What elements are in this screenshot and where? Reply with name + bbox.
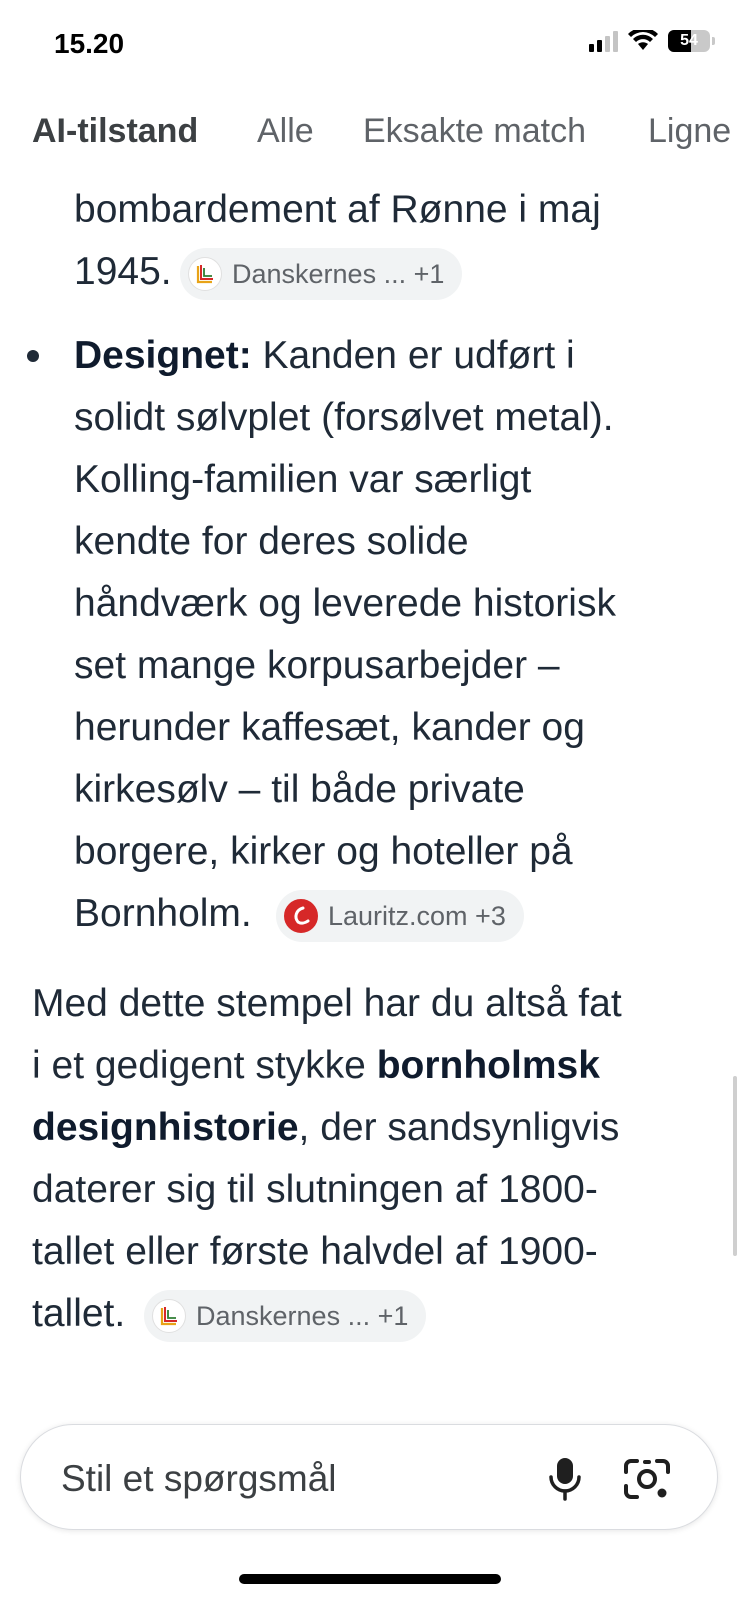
bullet-line: kirkesølv – til både private — [74, 768, 525, 811]
source-chip-lauritz[interactable] — [276, 890, 524, 942]
ask-question-input[interactable] — [59, 1451, 503, 1507]
voice-search-button[interactable] — [538, 1451, 592, 1505]
summary-line: tallet eller første halvdel af 1900- — [32, 1230, 598, 1273]
bullet-line: solidt sølvplet (forsølvet metal). — [74, 396, 614, 439]
bullet-point — [27, 350, 39, 362]
bullet-first-line — [74, 332, 575, 380]
bullet-text: Kanden er udført i — [251, 334, 575, 377]
source-chip-danskernes[interactable] — [144, 1290, 426, 1342]
book-logo-icon — [152, 1299, 186, 1333]
cellular-signal-icon — [589, 30, 618, 52]
wifi-icon — [628, 30, 658, 52]
summary-line: tallet. — [32, 1292, 126, 1335]
google-lens-icon — [619, 1451, 675, 1507]
bullet-line: Kolling-familien var særligt — [74, 458, 532, 501]
content-fade — [0, 1372, 739, 1412]
google-lens-button[interactable] — [619, 1451, 675, 1507]
tab-all[interactable]: Alle — [257, 112, 314, 150]
search-mode-tabs — [0, 104, 739, 164]
battery-level: 54 — [680, 32, 698, 49]
mic-icon — [538, 1451, 592, 1505]
answer-text-line: bombardement af Rønne i maj — [74, 188, 601, 231]
status-time: 15.20 — [54, 28, 125, 59]
summary-bold: bornholmsk — [376, 1044, 600, 1087]
bullet-line: Bornholm. — [74, 892, 252, 935]
summary-bold: designhistorie — [32, 1106, 299, 1149]
answer-text-line: 1945. — [74, 250, 172, 293]
bullet-line: herunder kaffesæt, kander og — [74, 706, 585, 749]
summary-line: Med dette stempel har du altså fat — [32, 982, 622, 1025]
summary-line: i et gedigent stykke bornholmsk — [32, 1044, 600, 1087]
status-bar — [0, 0, 739, 92]
source-chip-danskernes[interactable] — [180, 248, 462, 300]
bullet-line: borgere, kirker og hoteller på — [74, 830, 573, 873]
source-chip-label: Danskernes ... +1 — [196, 1300, 409, 1331]
bullet-line: kendte for deres solide — [74, 520, 469, 563]
summary-line: designhistorie, der sandsynligvis — [32, 1106, 620, 1149]
bullet-line: håndværk og leverede historisk — [74, 582, 616, 625]
summary-line: daterer sig til slutningen af 1800- — [32, 1168, 598, 1211]
battery-icon — [668, 30, 710, 52]
tab-exact-match[interactable]: Eksakte match — [363, 112, 586, 150]
bullet-term: Designet: — [74, 334, 252, 377]
lauritz-logo-icon — [284, 899, 318, 933]
bullet-line: set mange korpusarbejder – — [74, 644, 560, 687]
home-indicator[interactable] — [239, 1574, 501, 1584]
book-logo-icon — [188, 257, 222, 291]
tab-similar[interactable]: Ligne — [648, 112, 732, 150]
tab-ai-mode[interactable]: AI-tilstand — [32, 112, 199, 150]
source-chip-label: Danskernes ... +1 — [232, 258, 445, 289]
scrollbar[interactable] — [733, 1076, 737, 1256]
ask-question-box[interactable] — [20, 1424, 718, 1530]
source-chip-label: Lauritz.com +3 — [328, 900, 506, 931]
ai-answer — [0, 178, 739, 1388]
status-icons — [589, 30, 715, 52]
